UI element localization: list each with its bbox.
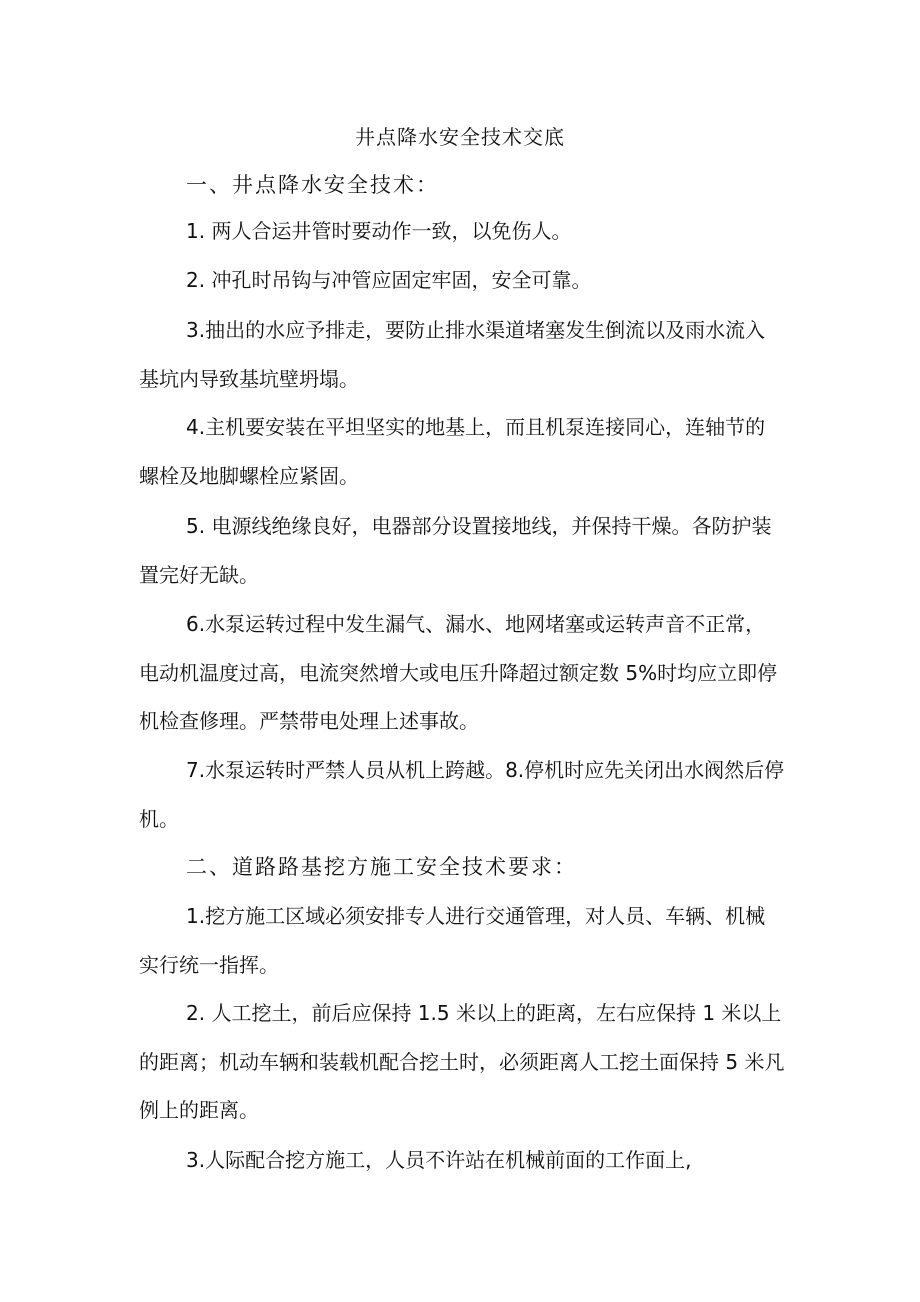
paragraph-1-2: 2. 冲孔时吊钩与冲管应固定牢固，安全可靠。 bbox=[186, 268, 592, 292]
section-heading-1: 一、井点降水安全技术： bbox=[186, 173, 439, 197]
paragraph-1-7: 7.水泵运转时严禁人员从机上跨越。8.停机时应先关闭出水阀然后停机。 bbox=[139, 758, 785, 831]
section-heading-2: 二、道路路基挖方施工安全技术要求： bbox=[186, 855, 577, 879]
paragraph-1-5: 5. 电源线绝缘良好，电器部分设置接地线，并保持干燥。各防护装置完好无缺。 bbox=[139, 514, 772, 587]
paragraph-1-6: 6.水泵运转过程中发生漏气、漏水、地网堵塞或运转声音不正常，电动机温度过高，电流突然增大或电压升降超过额定数 5%时均应立即停机检查修理。严禁带电处理上述事故。 bbox=[139, 612, 778, 733]
paragraph-2-1: 1.挖方施工区域必须安排专人进行交通管理，对人员、车辆、机械实行统一指挥。 bbox=[139, 904, 766, 977]
paragraph-1-4: 4.主机要安装在平坦坚实的地基上，而且机泵连接同心，连轴节的螺栓及地脚螺栓应紧固。 bbox=[139, 415, 766, 488]
document-title: 井点降水安全技术交底 bbox=[355, 125, 565, 149]
paragraph-1-1: 1. 两人合运井管时要动作一致，以免伤人。 bbox=[186, 219, 572, 243]
paragraph-2-3: 3.人际配合挖方施工，人员不许站在机械前面的工作面上, bbox=[186, 1148, 692, 1172]
paragraph-2-2: 2. 人工挖土，前后应保持 1.5 米以上的距离，左右应保持 1 米以上的距离；机动车辆和装载机配合挖土时，必须距离人工挖土面保持 5 米凡例上的距离。 bbox=[139, 1001, 785, 1122]
paragraph-1-3: 3.抽出的水应予排走，要防止排水渠道堵塞发生倒流以及雨水流入基坑内导致基坑壁坍塌。 bbox=[139, 318, 766, 391]
